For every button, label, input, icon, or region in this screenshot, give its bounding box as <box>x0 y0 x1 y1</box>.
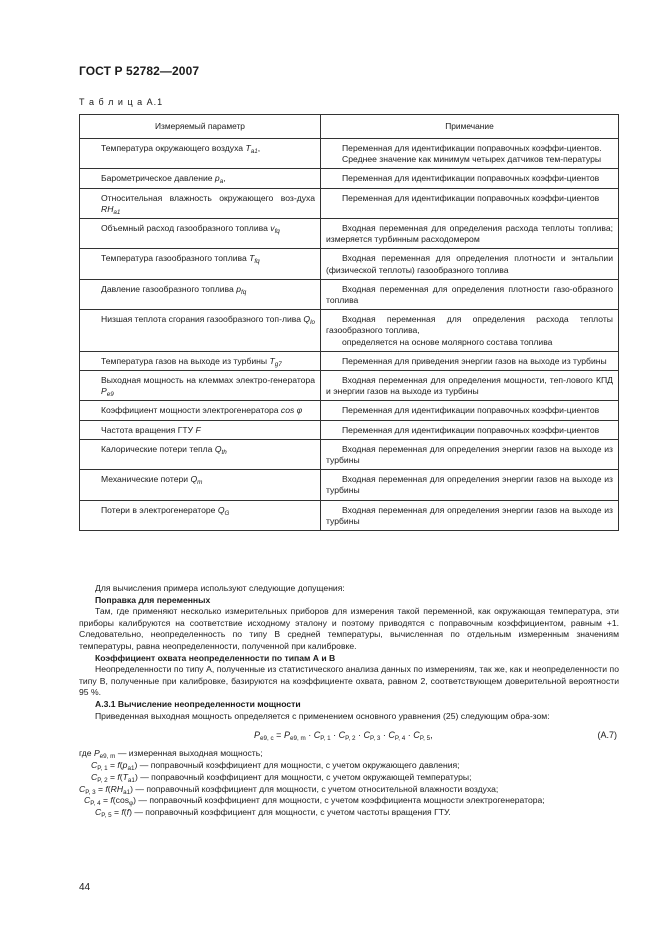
note-line: Переменная для идентификации поправочных коэффи-циентов <box>342 192 600 203</box>
parameter-name: Частота вращения ГТУ F <box>101 424 201 435</box>
parameter-name: Барометрическое давление $p_а$, <box>101 173 226 186</box>
definition-cp2: $C_{P, 2} = f(T_{a1})$ — поправочный коэффициент для мощности, с учетом окружающей температуры; <box>91 771 472 784</box>
note-line: Среднее значение как минимум четырех датчиков тем-пературы <box>342 154 602 165</box>
column-header-parameter: Измеряемый параметр <box>80 115 321 139</box>
parameter-name: Механические потери $Q_m$ <box>101 474 203 487</box>
parameter-name: Коэффициент мощности электрогенератора cos φ <box>101 405 303 416</box>
parameter-cell <box>80 169 321 188</box>
note-line: Входная переменная для определения мощности, теп-лового КПД и энергии газов на выходе из турбины <box>326 375 613 397</box>
assumptions-intro: Для вычисления примера используют следующие допущения: <box>95 583 345 593</box>
definition-cp1: $C_{P, 1} = f(p_{a1})$ — поправочный коэффициент для мощности, с учетом окружающего давления; <box>91 759 460 772</box>
parameter-cell <box>80 279 321 309</box>
note-cell <box>321 470 619 500</box>
parameter-name: Относительная влажность окружающего воз-духа $RH_{а1}$ <box>101 192 315 216</box>
note-line: Входная переменная для определения расхода теплоты топлива; измеряется турбинным расходомером <box>326 223 613 245</box>
note-cell <box>321 279 619 309</box>
note-cell <box>321 371 619 401</box>
definition-cp3: $C_{P, 3} = f(RH_{a1})$ — поправочный коэффициент для мощности, с учетом относительной влажности воздуха; <box>79 783 499 796</box>
body-text <box>79 583 619 819</box>
note-line: Переменная для приведения энергии газов на выходе из турбины <box>342 355 607 366</box>
table-row <box>80 188 619 218</box>
definition-cp4: $C_{P, 4} = f(\cos_\varphi)$ — поправочный коэффициент для мощности, с учетом коэффициента мощности электрогенератора; <box>84 795 545 808</box>
parameter-name: Объемный расход газообразного топлива $v_{fq}$ <box>101 223 280 236</box>
note-cell <box>321 420 619 439</box>
paragraph-power: Приведенная выходная мощность определяется с применением основного уравнения (25) следующим обра-зом: <box>95 710 550 721</box>
note-line: Входная переменная для определения энергии газов на выходе из турбины <box>326 474 613 496</box>
parameter-cell <box>80 310 321 352</box>
document-header: ГОСТ Р 52782—2007 <box>79 64 200 78</box>
page-number: 44 <box>79 882 91 893</box>
parameter-name: Температура газообразного топлива $T_{fq}$ <box>101 253 260 266</box>
table-row <box>80 420 619 439</box>
paragraph-correction: Там, где применяют несколько измерительных приборов для измерения такой переменной, как окружающая температура, эти приборы калибруются на соответствие исходному эталону и поэтому приводятся с поправочным коэффициентом, равным +1. Следовательно, неопределенность по типу В средней температуры, вычисленная по отдельным измеренным значениям температуры, равна неопределенности, полученной при калибровке. <box>79 606 619 651</box>
parameter-cell <box>80 219 321 249</box>
parameter-cell <box>80 401 321 420</box>
section-heading-coverage: Коэффициент охвата неопределенности по типам А и В <box>95 652 336 663</box>
parameter-cell <box>80 470 321 500</box>
note-line: Входная переменная для определения плотности газо-образного топлива <box>326 283 613 306</box>
parameter-name: Низшая теплота сгорания газообразного топ-лива $Q_{lo}$ <box>101 314 315 327</box>
note-cell <box>321 219 619 249</box>
paragraph-coverage: Неопределенности по типу А, полученные из статистического анализа данных по измерениям, так же, как и неопределенности по типу В, полученные при калибровке, базируются на коэффициенте охвата, равном 2, соответствующем доверительной вероятности 95 %. <box>79 664 619 698</box>
table-row <box>80 310 619 352</box>
equation-a7 <box>79 724 619 748</box>
table-row <box>80 371 619 401</box>
note-line: Переменная для идентификации поправочных коэффи-циентов <box>342 405 600 416</box>
equation-formula: $P_{e9, c} = P_{e9, m} \cdot C_{P, 1} \cdot C_{P, 2} \cdot C_{P, 3} \cdot C_{P, 4} \cdot C_{P, 5}$, <box>254 730 433 743</box>
table-row <box>80 439 619 469</box>
table-row <box>80 470 619 500</box>
note-line: Входная переменная для определения энергии газов на выходе из турбины <box>326 443 613 466</box>
note-cell <box>321 500 619 530</box>
note-line: определяется на основе молярного состава топлива <box>342 336 553 347</box>
note-line: Входная переменная для определения расхода теплоты газообразного топлива, <box>326 314 613 336</box>
parameter-name: Температура окружающего воздуха $T_{а1}$, <box>101 143 261 155</box>
table-row <box>80 169 619 188</box>
definition-cp5: $C_{P, 5} = f(f)$ — поправочный коэффициент для мощности, с учетом частоты вращения ГТУ. <box>95 807 451 820</box>
note-cell <box>321 439 619 469</box>
note-cell <box>321 310 619 352</box>
table-row <box>80 351 619 370</box>
definitions-list <box>79 748 619 819</box>
note-cell <box>321 139 619 169</box>
note-line: Входная переменная для определения энергии газов на выходе из турбины <box>326 504 613 526</box>
parameter-cell <box>80 188 321 218</box>
parameter-name: Температура газов на выходе из турбины $T_{g7}$ <box>101 355 282 368</box>
table-row <box>80 279 619 309</box>
parameter-name: Давление газообразного топлива $p_{fq}$ <box>101 283 247 296</box>
parameter-cell <box>80 371 321 401</box>
parameter-cell <box>80 420 321 439</box>
note-line: Переменная для идентификации поправочных коэффи-циентов <box>342 424 600 435</box>
section-heading-correction: Поправка для переменных <box>95 594 211 605</box>
section-heading-a31: А.3.1 Вычисление неопределенности мощности <box>95 698 301 709</box>
parameter-name: Калорические потери тепла $Q_{th}$ <box>101 443 227 456</box>
note-cell <box>321 401 619 420</box>
column-header-note: Примечание <box>321 115 619 139</box>
parameter-cell <box>80 500 321 530</box>
table-caption: Т а б л и ц а А.1 <box>79 97 164 107</box>
note-line: Переменная для идентификации поправочных коэффи-циентов. <box>342 143 602 153</box>
table-row <box>80 219 619 249</box>
note-cell <box>321 169 619 188</box>
note-line: Переменная для идентификации поправочных коэффи-циентов <box>342 173 600 184</box>
note-line: Входная переменная для определения плотности и энтальпии (физической теплоты) газообразного топлива <box>326 253 613 275</box>
note-cell <box>321 188 619 218</box>
table-row <box>80 401 619 420</box>
note-cell <box>321 351 619 370</box>
table-row <box>80 249 619 279</box>
table-row <box>80 500 619 530</box>
parameter-name: Выходная мощность на клеммах электро-генератора $P_{e9}$ <box>101 375 315 399</box>
equation-number: (А.7) <box>597 730 617 741</box>
parameter-cell <box>80 351 321 370</box>
parameter-cell <box>80 139 321 169</box>
note-cell <box>321 249 619 279</box>
parameter-name: Потери в электрогенераторе $Q_G$ <box>101 504 230 517</box>
parameter-cell <box>80 249 321 279</box>
parameters-table <box>79 114 619 531</box>
table-row <box>80 139 619 169</box>
parameter-cell <box>80 439 321 469</box>
definition-pe9m: где $P_{e9, m}$ — измеренная выходная мощность; <box>79 748 263 761</box>
